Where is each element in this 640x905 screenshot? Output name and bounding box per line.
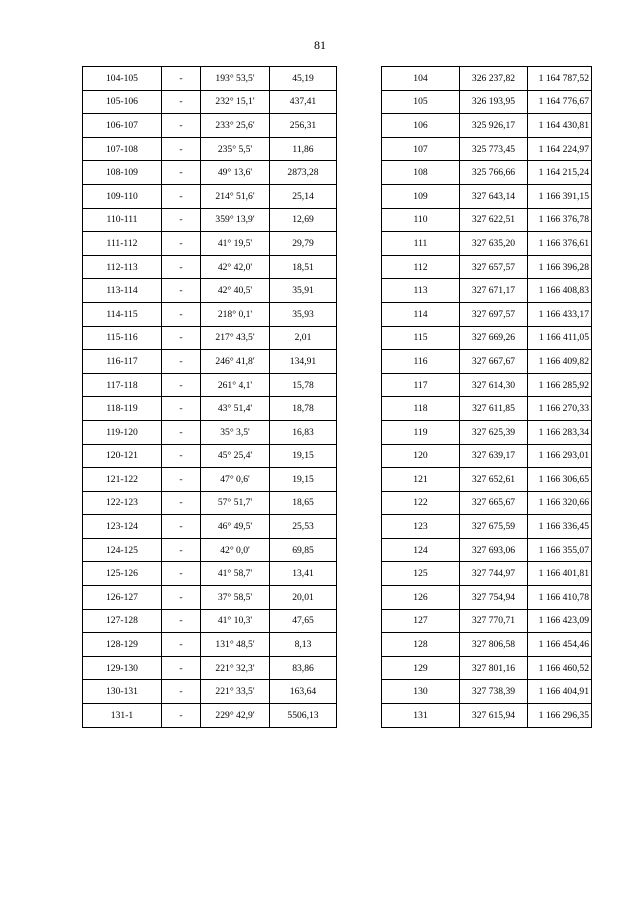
point-id-cell: 118	[382, 397, 460, 421]
coordinates-table	[381, 66, 592, 728]
segment-id-cell: 114-115	[83, 302, 162, 326]
direction-angle-cell: 49° 13,6'	[201, 161, 270, 185]
table-row	[83, 538, 337, 562]
segment-id-cell: 121-122	[83, 468, 162, 492]
separator-cell: -	[162, 255, 201, 279]
direction-angle-cell: 218° 0,1'	[201, 302, 270, 326]
point-id-cell: 120	[382, 444, 460, 468]
x-coordinate-cell: 327 611,85	[460, 397, 528, 421]
direction-angle-cell: 35° 3,5'	[201, 420, 270, 444]
table-row	[83, 491, 337, 515]
point-id-cell: 121	[382, 468, 460, 492]
direction-angle-cell: 261° 4,1'	[201, 373, 270, 397]
point-id-cell: 127	[382, 609, 460, 633]
y-coordinate-cell: 1 166 408,83	[528, 279, 592, 303]
segment-id-cell: 113-114	[83, 279, 162, 303]
length-cell: 35,93	[270, 302, 337, 326]
length-cell: 18,65	[270, 491, 337, 515]
x-coordinate-cell: 327 622,51	[460, 208, 528, 232]
x-coordinate-cell: 327 657,57	[460, 255, 528, 279]
y-coordinate-cell: 1 164 430,81	[528, 114, 592, 138]
table-row	[382, 302, 592, 326]
segment-id-cell: 119-120	[83, 420, 162, 444]
x-coordinate-cell: 327 669,26	[460, 326, 528, 350]
segment-id-cell: 106-107	[83, 114, 162, 138]
segment-id-cell: 105-106	[83, 90, 162, 114]
point-id-cell: 105	[382, 90, 460, 114]
point-id-cell: 106	[382, 114, 460, 138]
segment-id-cell: 127-128	[83, 609, 162, 633]
point-id-cell: 125	[382, 562, 460, 586]
segment-id-cell: 117-118	[83, 373, 162, 397]
x-coordinate-cell: 325 926,17	[460, 114, 528, 138]
length-cell: 19,15	[270, 468, 337, 492]
table-row	[382, 373, 592, 397]
length-cell: 47,65	[270, 609, 337, 633]
point-id-cell: 115	[382, 326, 460, 350]
x-coordinate-cell: 327 693,06	[460, 538, 528, 562]
direction-angle-cell: 221° 33,5'	[201, 680, 270, 704]
separator-cell: -	[162, 137, 201, 161]
y-coordinate-cell: 1 164 224,97	[528, 137, 592, 161]
y-coordinate-cell: 1 164 776,67	[528, 90, 592, 114]
y-coordinate-cell: 1 166 355,07	[528, 538, 592, 562]
table-row	[382, 491, 592, 515]
table-row	[83, 67, 337, 91]
table-row	[382, 680, 592, 704]
table-row	[83, 609, 337, 633]
point-id-cell: 128	[382, 633, 460, 657]
table-row	[83, 161, 337, 185]
x-coordinate-cell: 325 766,66	[460, 161, 528, 185]
length-cell: 163,64	[270, 680, 337, 704]
y-coordinate-cell: 1 166 306,65	[528, 468, 592, 492]
direction-angle-cell: 42° 40,5'	[201, 279, 270, 303]
separator-cell: -	[162, 232, 201, 256]
separator-cell: -	[162, 444, 201, 468]
length-cell: 15,78	[270, 373, 337, 397]
table-row	[382, 255, 592, 279]
length-cell: 19,15	[270, 444, 337, 468]
direction-angle-cell: 41° 10,3'	[201, 609, 270, 633]
y-coordinate-cell: 1 166 396,28	[528, 255, 592, 279]
table-row	[382, 656, 592, 680]
x-coordinate-cell: 327 770,71	[460, 609, 528, 633]
separator-cell: -	[162, 397, 201, 421]
direction-angle-cell: 214° 51,6'	[201, 184, 270, 208]
point-id-cell: 126	[382, 586, 460, 610]
separator-cell: -	[162, 609, 201, 633]
table-row	[83, 232, 337, 256]
table-row	[83, 114, 337, 138]
table-row	[382, 232, 592, 256]
table-row	[83, 255, 337, 279]
y-coordinate-cell: 1 166 376,61	[528, 232, 592, 256]
separator-cell: -	[162, 633, 201, 657]
direction-angle-cell: 193° 53,5'	[201, 67, 270, 91]
x-coordinate-cell: 327 697,57	[460, 302, 528, 326]
table-row	[382, 515, 592, 539]
table-row	[382, 609, 592, 633]
table-row	[83, 420, 337, 444]
table-row	[83, 444, 337, 468]
segment-id-cell: 129-130	[83, 656, 162, 680]
length-cell: 18,78	[270, 397, 337, 421]
y-coordinate-cell: 1 166 293,01	[528, 444, 592, 468]
table-row	[83, 279, 337, 303]
segment-id-cell: 131-1	[83, 704, 162, 728]
length-cell: 5506,13	[270, 704, 337, 728]
separator-cell: -	[162, 373, 201, 397]
separator-cell: -	[162, 468, 201, 492]
length-cell: 13,41	[270, 562, 337, 586]
segment-id-cell: 109-110	[83, 184, 162, 208]
length-cell: 83,86	[270, 656, 337, 680]
length-cell: 18,51	[270, 255, 337, 279]
table-row	[83, 397, 337, 421]
direction-angle-cell: 46° 49,5'	[201, 515, 270, 539]
separator-cell: -	[162, 420, 201, 444]
segment-id-cell: 126-127	[83, 586, 162, 610]
direction-angle-cell: 45° 25,4'	[201, 444, 270, 468]
x-coordinate-cell: 326 237,82	[460, 67, 528, 91]
segment-id-cell: 108-109	[83, 161, 162, 185]
segment-id-cell: 107-108	[83, 137, 162, 161]
segment-id-cell: 130-131	[83, 680, 162, 704]
direction-angle-cell: 42° 0,0'	[201, 538, 270, 562]
y-coordinate-cell: 1 166 423,09	[528, 609, 592, 633]
table-row	[83, 90, 337, 114]
table-row	[83, 586, 337, 610]
x-coordinate-cell: 327 754,94	[460, 586, 528, 610]
table-row	[382, 704, 592, 728]
direction-angle-cell: 131° 48,5'	[201, 633, 270, 657]
direction-angle-cell: 221° 32,3'	[201, 656, 270, 680]
table-row	[382, 67, 592, 91]
separator-cell: -	[162, 208, 201, 232]
length-cell: 35,91	[270, 279, 337, 303]
point-id-cell: 112	[382, 255, 460, 279]
table-row	[83, 562, 337, 586]
separator-cell: -	[162, 161, 201, 185]
table-row	[382, 90, 592, 114]
length-cell: 11,86	[270, 137, 337, 161]
table-row	[382, 137, 592, 161]
segment-id-cell: 116-117	[83, 350, 162, 374]
direction-angle-cell: 43° 51,4'	[201, 397, 270, 421]
point-id-cell: 109	[382, 184, 460, 208]
x-coordinate-cell: 327 643,14	[460, 184, 528, 208]
table-row	[382, 279, 592, 303]
table-row	[83, 468, 337, 492]
direction-angle-cell: 41° 58,7'	[201, 562, 270, 586]
table-row	[382, 184, 592, 208]
segment-id-cell: 120-121	[83, 444, 162, 468]
point-id-cell: 122	[382, 491, 460, 515]
point-id-cell: 123	[382, 515, 460, 539]
table-row	[382, 444, 592, 468]
point-id-cell: 131	[382, 704, 460, 728]
x-coordinate-cell: 327 625,39	[460, 420, 528, 444]
y-coordinate-cell: 1 166 283,34	[528, 420, 592, 444]
separator-cell: -	[162, 656, 201, 680]
length-cell: 256,31	[270, 114, 337, 138]
length-cell: 12,69	[270, 208, 337, 232]
y-coordinate-cell: 1 166 401,81	[528, 562, 592, 586]
table-row	[382, 397, 592, 421]
point-id-cell: 116	[382, 350, 460, 374]
length-cell: 437,41	[270, 90, 337, 114]
separator-cell: -	[162, 90, 201, 114]
length-cell: 29,79	[270, 232, 337, 256]
y-coordinate-cell: 1 166 409,82	[528, 350, 592, 374]
table-row	[382, 161, 592, 185]
point-id-cell: 124	[382, 538, 460, 562]
table-row	[83, 350, 337, 374]
segment-id-cell: 125-126	[83, 562, 162, 586]
y-coordinate-cell: 1 166 404,91	[528, 680, 592, 704]
point-id-cell: 111	[382, 232, 460, 256]
y-coordinate-cell: 1 166 391,15	[528, 184, 592, 208]
direction-angle-cell: 246° 41,8'	[201, 350, 270, 374]
y-coordinate-cell: 1 166 285,92	[528, 373, 592, 397]
direction-angle-cell: 41° 19,5'	[201, 232, 270, 256]
table-row	[83, 137, 337, 161]
segment-id-cell: 118-119	[83, 397, 162, 421]
separator-cell: -	[162, 704, 201, 728]
separator-cell: -	[162, 562, 201, 586]
x-coordinate-cell: 327 671,17	[460, 279, 528, 303]
y-coordinate-cell: 1 166 411,05	[528, 326, 592, 350]
y-coordinate-cell: 1 164 787,52	[528, 67, 592, 91]
table-row	[83, 515, 337, 539]
length-cell: 2,01	[270, 326, 337, 350]
table-row	[382, 350, 592, 374]
separator-cell: -	[162, 680, 201, 704]
separator-cell: -	[162, 114, 201, 138]
length-cell: 16,83	[270, 420, 337, 444]
y-coordinate-cell: 1 166 296,35	[528, 704, 592, 728]
length-cell: 45,19	[270, 67, 337, 91]
x-coordinate-cell: 327 635,20	[460, 232, 528, 256]
segment-id-cell: 110-111	[83, 208, 162, 232]
direction-angle-cell: 229° 42,9'	[201, 704, 270, 728]
direction-angle-cell: 232° 15,1'	[201, 90, 270, 114]
separator-cell: -	[162, 67, 201, 91]
y-coordinate-cell: 1 166 376,78	[528, 208, 592, 232]
y-coordinate-cell: 1 166 270,33	[528, 397, 592, 421]
table-row	[83, 184, 337, 208]
length-cell: 2873,28	[270, 161, 337, 185]
x-coordinate-cell: 327 665,67	[460, 491, 528, 515]
point-id-cell: 107	[382, 137, 460, 161]
table-row	[382, 633, 592, 657]
point-id-cell: 113	[382, 279, 460, 303]
segment-table	[82, 66, 337, 728]
length-cell: 69,85	[270, 538, 337, 562]
x-coordinate-cell: 327 801,16	[460, 656, 528, 680]
separator-cell: -	[162, 515, 201, 539]
table-row	[382, 114, 592, 138]
separator-cell: -	[162, 491, 201, 515]
table-row	[83, 302, 337, 326]
length-cell: 20,01	[270, 586, 337, 610]
point-id-cell: 129	[382, 656, 460, 680]
length-cell: 25,53	[270, 515, 337, 539]
length-cell: 8,13	[270, 633, 337, 657]
table-row	[83, 373, 337, 397]
table-row	[382, 208, 592, 232]
x-coordinate-cell: 327 675,59	[460, 515, 528, 539]
direction-angle-cell: 233° 25,6'	[201, 114, 270, 138]
separator-cell: -	[162, 184, 201, 208]
x-coordinate-cell: 326 193,95	[460, 90, 528, 114]
x-coordinate-cell: 327 652,61	[460, 468, 528, 492]
segment-id-cell: 128-129	[83, 633, 162, 657]
x-coordinate-cell: 327 667,67	[460, 350, 528, 374]
table-row	[382, 562, 592, 586]
y-coordinate-cell: 1 166 460,52	[528, 656, 592, 680]
point-id-cell: 117	[382, 373, 460, 397]
y-coordinate-cell: 1 166 320,66	[528, 491, 592, 515]
table-row	[83, 326, 337, 350]
length-cell: 25,14	[270, 184, 337, 208]
segment-id-cell: 115-116	[83, 326, 162, 350]
separator-cell: -	[162, 302, 201, 326]
separator-cell: -	[162, 538, 201, 562]
table-row	[83, 704, 337, 728]
table-row	[382, 468, 592, 492]
table-row	[382, 420, 592, 444]
x-coordinate-cell: 327 744,97	[460, 562, 528, 586]
segment-id-cell: 123-124	[83, 515, 162, 539]
page-number: 81	[314, 38, 326, 52]
direction-angle-cell: 57° 51,7'	[201, 491, 270, 515]
table-row	[83, 208, 337, 232]
direction-angle-cell: 217° 43,5'	[201, 326, 270, 350]
y-coordinate-cell: 1 166 433,17	[528, 302, 592, 326]
direction-angle-cell: 235° 5,5'	[201, 137, 270, 161]
length-cell: 134,91	[270, 350, 337, 374]
segment-id-cell: 112-113	[83, 255, 162, 279]
y-coordinate-cell: 1 166 410,78	[528, 586, 592, 610]
point-id-cell: 108	[382, 161, 460, 185]
x-coordinate-cell: 327 738,39	[460, 680, 528, 704]
y-coordinate-cell: 1 166 336,45	[528, 515, 592, 539]
y-coordinate-cell: 1 166 454,46	[528, 633, 592, 657]
direction-angle-cell: 42° 42,0'	[201, 255, 270, 279]
x-coordinate-cell: 327 806,58	[460, 633, 528, 657]
table-row	[83, 680, 337, 704]
x-coordinate-cell: 327 614,30	[460, 373, 528, 397]
separator-cell: -	[162, 279, 201, 303]
x-coordinate-cell: 325 773,45	[460, 137, 528, 161]
table-row	[83, 633, 337, 657]
separator-cell: -	[162, 586, 201, 610]
separator-cell: -	[162, 350, 201, 374]
segment-id-cell: 104-105	[83, 67, 162, 91]
table-row	[382, 326, 592, 350]
point-id-cell: 114	[382, 302, 460, 326]
segment-id-cell: 124-125	[83, 538, 162, 562]
x-coordinate-cell: 327 615,94	[460, 704, 528, 728]
x-coordinate-cell: 327 639,17	[460, 444, 528, 468]
direction-angle-cell: 37° 58,5'	[201, 586, 270, 610]
table-row	[83, 656, 337, 680]
segment-id-cell: 111-112	[83, 232, 162, 256]
point-id-cell: 130	[382, 680, 460, 704]
direction-angle-cell: 359° 13,9'	[201, 208, 270, 232]
point-id-cell: 104	[382, 67, 460, 91]
separator-cell: -	[162, 326, 201, 350]
table-row	[382, 586, 592, 610]
direction-angle-cell: 47° 0,6'	[201, 468, 270, 492]
y-coordinate-cell: 1 164 215,24	[528, 161, 592, 185]
point-id-cell: 119	[382, 420, 460, 444]
segment-id-cell: 122-123	[83, 491, 162, 515]
point-id-cell: 110	[382, 208, 460, 232]
table-row	[382, 538, 592, 562]
